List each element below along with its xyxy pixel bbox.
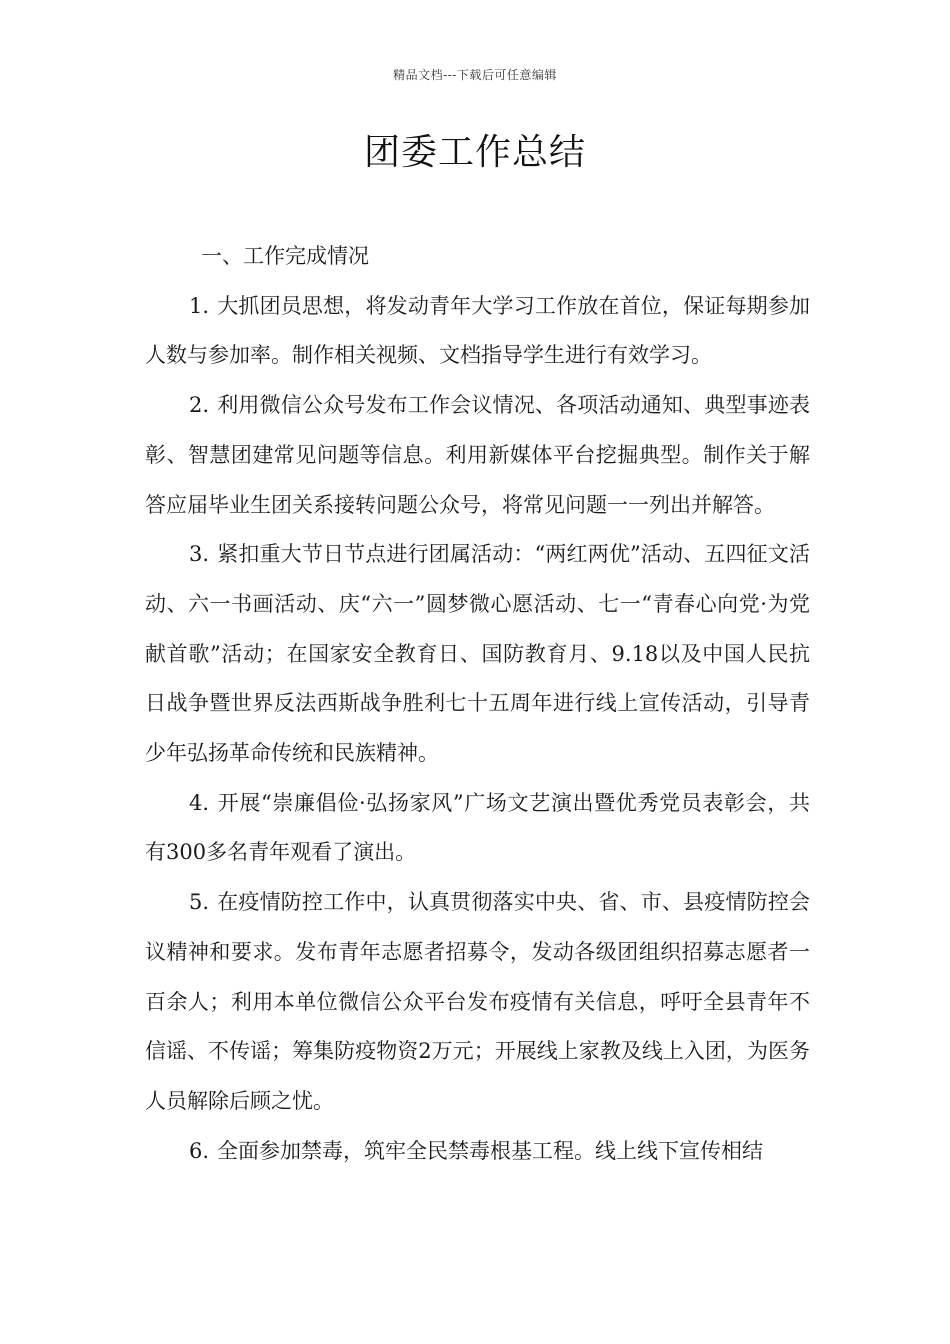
item-text: 开展“崇廉倡俭·弘扬家风”广场文艺演出暨优秀党员表彰会，共有300多名青年观看了演出。 [145, 790, 810, 865]
list-item-2 [145, 381, 810, 530]
document-title: 团委工作总结 [363, 132, 586, 173]
item-text: 全面参加禁毒，筑牢全民禁毒根基工程。线上线下宣传相结 [217, 1138, 764, 1163]
list-item-4 [145, 779, 810, 878]
item-number: 1. [189, 293, 210, 318]
list-item-1 [145, 282, 810, 381]
list-item-5 [145, 878, 810, 1127]
item-number: 2. [189, 393, 210, 418]
list-item-3 [145, 530, 810, 779]
item-number: 5. [189, 890, 210, 915]
item-number: 3. [189, 542, 210, 567]
list-item-6 [145, 1127, 810, 1177]
page-header-note: 精品文档---下载后可任意编辑 [393, 68, 557, 82]
section-heading: 一、工作完成情况 [201, 244, 369, 268]
document-body [145, 232, 810, 1176]
item-text: 在疫情防控工作中，认真贯彻落实中央、省、市、县疫情防控会议精神和要求。发布青年志愿者招募令，发动各级团组织招募志愿者一百余人；利用本单位微信公众平台发布疫情有关信息，呼吁全县青年不信谣、不传谣；筹集防疫物资2万元；开展线上家教及线上入团，为医务人员解除后顾之忧。 [145, 890, 810, 1113]
item-number: 6. [189, 1138, 210, 1163]
item-text: 紧扣重大节日节点进行团属活动：“两红两优”活动、五四征文活动、六一书画活动、庆“六一”圆梦微心愿活动、七一“青春心向党·为党献首歌”活动；在国家安全教育日、国防教育月、9.18以及中国人民抗日战争暨世界反法西斯战争胜利七十五周年进行线上宣传活动，引导青少年弘扬革命传统和民族精神。 [145, 542, 810, 766]
item-number: 4. [189, 790, 210, 815]
item-text: 大抓团员思想，将发动青年大学习工作放在首位，保证每期参加人数与参加率。制作相关视频、文档指导学生进行有效学习。 [145, 293, 810, 368]
item-text: 利用微信公众号发布工作会议情况、各项活动通知、典型事迹表彰、智慧团建常见问题等信息。利用新媒体平台挖掘典型。制作关于解答应届毕业生团关系接转问题公众号，将常见问题一一列出并解答。 [145, 393, 810, 517]
